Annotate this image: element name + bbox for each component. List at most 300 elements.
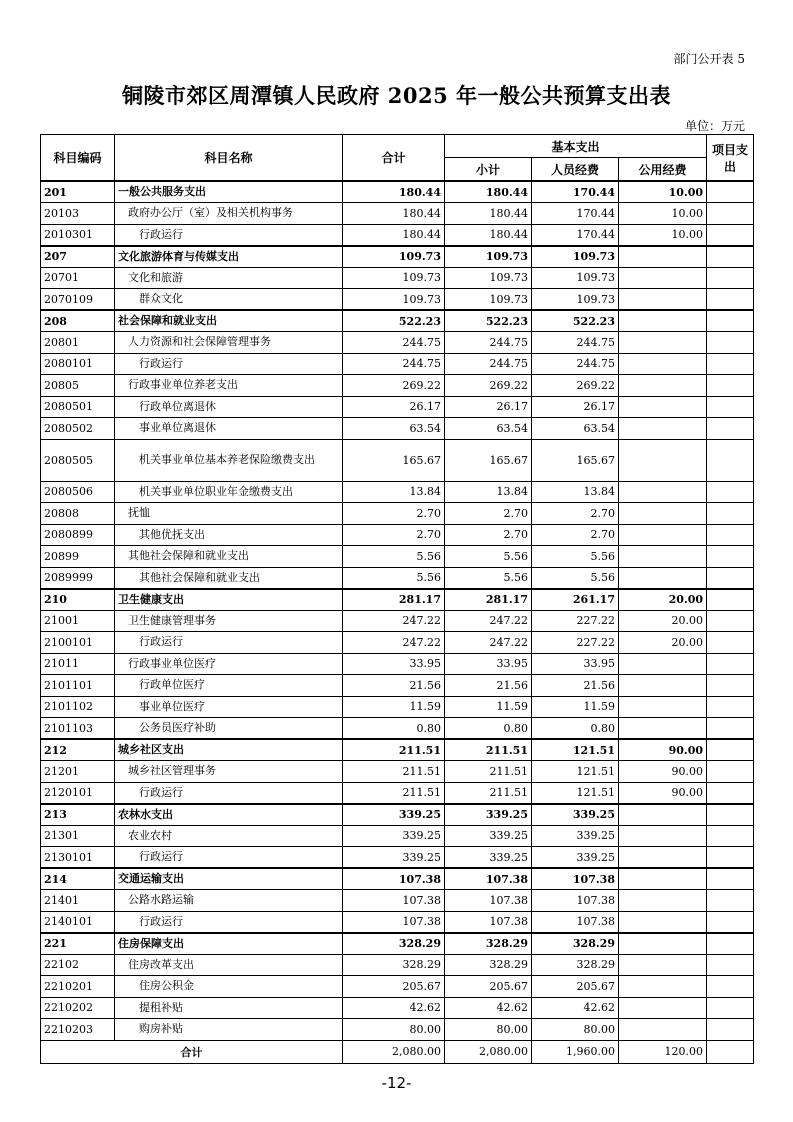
cell-personnel: 165.67 — [532, 439, 619, 481]
cell-name: 机关事业单位基本养老保险缴费支出 — [115, 439, 343, 481]
cell-code: 21201 — [41, 761, 115, 783]
cell-project — [707, 911, 754, 933]
table-row — [41, 825, 754, 847]
cell-project — [707, 267, 754, 289]
cell-project — [707, 589, 754, 611]
cell-name: 抚恤 — [115, 503, 343, 525]
cell-code: 208 — [41, 310, 115, 332]
cell-subtotal: 0.80 — [445, 718, 532, 740]
cell-subtotal: 180.44 — [445, 181, 532, 203]
cell-subtotal: 211.51 — [445, 739, 532, 761]
total-cell-project — [707, 1040, 754, 1063]
cell-total: 180.44 — [343, 203, 445, 225]
cell-personnel: 2.70 — [532, 503, 619, 525]
cell-code: 2210201 — [41, 976, 115, 998]
table-row — [41, 675, 754, 697]
cell-code: 2210203 — [41, 1019, 115, 1041]
cell-project — [707, 739, 754, 761]
cell-name: 行政运行 — [115, 224, 343, 246]
cell-personnel: 11.59 — [532, 696, 619, 718]
table-row — [41, 610, 754, 632]
table-row — [41, 267, 754, 289]
cell-subtotal: 339.25 — [445, 825, 532, 847]
cell-name: 卫生健康支出 — [115, 589, 343, 611]
cell-name: 行政运行 — [115, 353, 343, 375]
cell-total: 107.38 — [343, 868, 445, 890]
cell-project — [707, 632, 754, 654]
cell-name: 一般公共服务支出 — [115, 181, 343, 203]
cell-name: 社会保障和就业支出 — [115, 310, 343, 332]
table-row — [41, 503, 754, 525]
table-row — [41, 375, 754, 397]
cell-code: 2010301 — [41, 224, 115, 246]
cell-subtotal: 211.51 — [445, 782, 532, 804]
cell-public — [619, 696, 707, 718]
cell-public — [619, 675, 707, 697]
table-row — [41, 739, 754, 761]
cell-subtotal: 109.73 — [445, 267, 532, 289]
cell-public — [619, 804, 707, 826]
cell-total: 13.84 — [343, 481, 445, 503]
cell-code: 20701 — [41, 267, 115, 289]
cell-personnel: 26.17 — [532, 396, 619, 418]
cell-project — [707, 997, 754, 1019]
table-row — [41, 782, 754, 804]
cell-public: 20.00 — [619, 632, 707, 654]
cell-project — [707, 782, 754, 804]
table-row — [41, 847, 754, 869]
cell-total: 107.38 — [343, 911, 445, 933]
cell-total: 247.22 — [343, 610, 445, 632]
cell-subtotal: 165.67 — [445, 439, 532, 481]
cell-total: 269.22 — [343, 375, 445, 397]
cell-project — [707, 954, 754, 976]
cell-name: 人力资源和社会保障管理事务 — [115, 332, 343, 354]
cell-code: 2140101 — [41, 911, 115, 933]
cell-public — [619, 375, 707, 397]
cell-total: 2.70 — [343, 524, 445, 546]
cell-name: 其他社会保障和就业支出 — [115, 546, 343, 568]
cell-project — [707, 396, 754, 418]
cell-public — [619, 868, 707, 890]
col-project-header: 项目支出 — [707, 135, 754, 182]
table-row — [41, 181, 754, 203]
cell-name: 文化和旅游 — [115, 267, 343, 289]
table-row — [41, 289, 754, 311]
cell-name: 行政运行 — [115, 911, 343, 933]
cell-code: 2101102 — [41, 696, 115, 718]
cell-name: 住房公积金 — [115, 976, 343, 998]
cell-code: 20899 — [41, 546, 115, 568]
table-row — [41, 933, 754, 955]
cell-personnel: 5.56 — [532, 546, 619, 568]
cell-subtotal: 281.17 — [445, 589, 532, 611]
cell-total: 165.67 — [343, 439, 445, 481]
col-basic-header: 基本支出 — [445, 135, 707, 158]
cell-project — [707, 353, 754, 375]
cell-subtotal: 42.62 — [445, 997, 532, 1019]
cell-subtotal: 269.22 — [445, 375, 532, 397]
table-number: 部门公开表 5 — [673, 52, 745, 66]
table-row — [41, 332, 754, 354]
cell-code: 2080501 — [41, 396, 115, 418]
cell-code: 2080502 — [41, 418, 115, 440]
cell-code: 2070109 — [41, 289, 115, 311]
cell-personnel: 80.00 — [532, 1019, 619, 1041]
cell-personnel: 170.44 — [532, 224, 619, 246]
cell-total: 522.23 — [343, 310, 445, 332]
cell-subtotal: 205.67 — [445, 976, 532, 998]
cell-project — [707, 1019, 754, 1041]
cell-public: 20.00 — [619, 589, 707, 611]
cell-public: 20.00 — [619, 610, 707, 632]
cell-name: 住房保障支出 — [115, 933, 343, 955]
cell-public: 10.00 — [619, 203, 707, 225]
cell-project — [707, 439, 754, 481]
cell-public — [619, 825, 707, 847]
cell-name: 公务员医疗补助 — [115, 718, 343, 740]
cell-personnel: 170.44 — [532, 181, 619, 203]
table-row — [41, 653, 754, 675]
cell-subtotal: 339.25 — [445, 847, 532, 869]
cell-total: 328.29 — [343, 954, 445, 976]
table-row — [41, 954, 754, 976]
col-personnel-header: 人员经费 — [532, 158, 619, 182]
cell-name: 交通运输支出 — [115, 868, 343, 890]
cell-name: 其他优抚支出 — [115, 524, 343, 546]
cell-name: 群众文化 — [115, 289, 343, 311]
cell-name: 行政事业单位医疗 — [115, 653, 343, 675]
table-header — [41, 135, 754, 182]
cell-subtotal: 13.84 — [445, 481, 532, 503]
cell-project — [707, 503, 754, 525]
cell-code: 20805 — [41, 375, 115, 397]
cell-total: 109.73 — [343, 246, 445, 268]
cell-total: 244.75 — [343, 332, 445, 354]
cell-subtotal: 109.73 — [445, 289, 532, 311]
cell-subtotal: 2.70 — [445, 503, 532, 525]
cell-project — [707, 890, 754, 912]
cell-code: 212 — [41, 739, 115, 761]
cell-total: 26.17 — [343, 396, 445, 418]
cell-name: 农林水支出 — [115, 804, 343, 826]
cell-project — [707, 675, 754, 697]
cell-project — [707, 224, 754, 246]
cell-personnel: 121.51 — [532, 761, 619, 783]
cell-public: 10.00 — [619, 181, 707, 203]
cell-subtotal: 328.29 — [445, 933, 532, 955]
cell-total: 107.38 — [343, 890, 445, 912]
table-row — [41, 1019, 754, 1041]
cell-total: 339.25 — [343, 847, 445, 869]
cell-name: 机关事业单位职业年金缴费支出 — [115, 481, 343, 503]
cell-name: 事业单位医疗 — [115, 696, 343, 718]
cell-project — [707, 481, 754, 503]
cell-subtotal: 2.70 — [445, 524, 532, 546]
col-subtotal-header: 小计 — [445, 158, 532, 182]
cell-public: 90.00 — [619, 739, 707, 761]
table-row — [41, 997, 754, 1019]
cell-public — [619, 332, 707, 354]
cell-code: 210 — [41, 589, 115, 611]
cell-subtotal: 211.51 — [445, 761, 532, 783]
cell-project — [707, 761, 754, 783]
cell-name: 提租补贴 — [115, 997, 343, 1019]
cell-code: 20801 — [41, 332, 115, 354]
cell-total: 109.73 — [343, 267, 445, 289]
table-row — [41, 868, 754, 890]
cell-code: 21001 — [41, 610, 115, 632]
cell-personnel: 121.51 — [532, 739, 619, 761]
cell-personnel: 170.44 — [532, 203, 619, 225]
cell-public — [619, 246, 707, 268]
cell-name: 行政运行 — [115, 632, 343, 654]
cell-project — [707, 868, 754, 890]
cell-name: 行政单位医疗 — [115, 675, 343, 697]
cell-total: 0.80 — [343, 718, 445, 740]
cell-total: 109.73 — [343, 289, 445, 311]
table-row — [41, 203, 754, 225]
cell-subtotal: 339.25 — [445, 804, 532, 826]
table-row — [41, 718, 754, 740]
cell-total: 328.29 — [343, 933, 445, 955]
cell-name: 行政运行 — [115, 847, 343, 869]
cell-subtotal: 5.56 — [445, 567, 532, 589]
table-row — [41, 696, 754, 718]
table-row — [41, 632, 754, 654]
cell-project — [707, 375, 754, 397]
cell-code: 2100101 — [41, 632, 115, 654]
cell-project — [707, 546, 754, 568]
cell-public — [619, 933, 707, 955]
cell-total: 5.56 — [343, 546, 445, 568]
table-row — [41, 761, 754, 783]
table-row — [41, 911, 754, 933]
cell-project — [707, 310, 754, 332]
cell-public: 10.00 — [619, 224, 707, 246]
cell-total: 205.67 — [343, 976, 445, 998]
cell-total: 211.51 — [343, 739, 445, 761]
cell-personnel: 339.25 — [532, 847, 619, 869]
cell-total: 11.59 — [343, 696, 445, 718]
table-row — [41, 804, 754, 826]
cell-code: 2130101 — [41, 847, 115, 869]
table-row — [41, 567, 754, 589]
cell-public — [619, 481, 707, 503]
cell-code: 2210202 — [41, 997, 115, 1019]
cell-subtotal: 247.22 — [445, 610, 532, 632]
table-row — [41, 976, 754, 998]
cell-public — [619, 267, 707, 289]
cell-total: 180.44 — [343, 181, 445, 203]
cell-personnel: 121.51 — [532, 782, 619, 804]
cell-subtotal: 109.73 — [445, 246, 532, 268]
col-name-header: 科目名称 — [115, 135, 343, 182]
cell-personnel: 5.56 — [532, 567, 619, 589]
cell-total: 211.51 — [343, 782, 445, 804]
cell-personnel: 339.25 — [532, 825, 619, 847]
cell-subtotal: 247.22 — [445, 632, 532, 654]
cell-personnel: 109.73 — [532, 246, 619, 268]
cell-public — [619, 976, 707, 998]
cell-subtotal: 180.44 — [445, 224, 532, 246]
cell-public — [619, 847, 707, 869]
cell-project — [707, 181, 754, 203]
cell-personnel: 63.54 — [532, 418, 619, 440]
cell-code: 2101103 — [41, 718, 115, 740]
cell-project — [707, 332, 754, 354]
cell-public — [619, 524, 707, 546]
cell-public: 90.00 — [619, 761, 707, 783]
cell-code: 2080899 — [41, 524, 115, 546]
cell-code: 2080505 — [41, 439, 115, 481]
cell-code: 21011 — [41, 653, 115, 675]
col-code-header: 科目编码 — [41, 135, 115, 182]
total-row — [41, 1040, 754, 1063]
cell-project — [707, 289, 754, 311]
cell-total: 247.22 — [343, 632, 445, 654]
cell-name: 城乡社区管理事务 — [115, 761, 343, 783]
cell-subtotal: 63.54 — [445, 418, 532, 440]
cell-project — [707, 847, 754, 869]
cell-public — [619, 567, 707, 589]
table-row — [41, 396, 754, 418]
cell-code: 2080101 — [41, 353, 115, 375]
cell-total: 5.56 — [343, 567, 445, 589]
cell-public — [619, 396, 707, 418]
cell-project — [707, 696, 754, 718]
cell-personnel: 244.75 — [532, 353, 619, 375]
cell-personnel: 109.73 — [532, 289, 619, 311]
cell-code: 21401 — [41, 890, 115, 912]
cell-subtotal: 107.38 — [445, 868, 532, 890]
page-title: 铜陵市郊区周潭镇人民政府 2025 年一般公共预算支出表 — [121, 83, 672, 108]
cell-name: 文化旅游体育与传媒支出 — [115, 246, 343, 268]
cell-personnel: 227.22 — [532, 610, 619, 632]
cell-public — [619, 546, 707, 568]
cell-project — [707, 418, 754, 440]
table-row — [41, 224, 754, 246]
cell-subtotal: 244.75 — [445, 353, 532, 375]
cell-personnel: 2.70 — [532, 524, 619, 546]
table-row — [41, 890, 754, 912]
cell-total: 63.54 — [343, 418, 445, 440]
cell-name: 农业农村 — [115, 825, 343, 847]
cell-personnel: 107.38 — [532, 868, 619, 890]
cell-personnel: 261.17 — [532, 589, 619, 611]
cell-total: 2.70 — [343, 503, 445, 525]
cell-code: 22102 — [41, 954, 115, 976]
cell-total: 339.25 — [343, 804, 445, 826]
cell-personnel: 205.67 — [532, 976, 619, 998]
cell-project — [707, 804, 754, 826]
table-row — [41, 246, 754, 268]
budget-table — [40, 134, 754, 1064]
total-cell-subtotal: 2,080.00 — [445, 1040, 532, 1063]
cell-personnel: 107.38 — [532, 911, 619, 933]
table-row — [41, 353, 754, 375]
cell-public — [619, 911, 707, 933]
cell-code: 2089999 — [41, 567, 115, 589]
cell-name: 其他社会保障和就业支出 — [115, 567, 343, 589]
cell-project — [707, 246, 754, 268]
table-row — [41, 589, 754, 611]
cell-personnel: 328.29 — [532, 954, 619, 976]
cell-name: 行政运行 — [115, 782, 343, 804]
cell-code: 20808 — [41, 503, 115, 525]
cell-personnel: 522.23 — [532, 310, 619, 332]
cell-personnel: 339.25 — [532, 804, 619, 826]
cell-total: 211.51 — [343, 761, 445, 783]
cell-subtotal: 11.59 — [445, 696, 532, 718]
cell-subtotal: 26.17 — [445, 396, 532, 418]
unit-label: 单位：万元 — [684, 119, 745, 133]
cell-code: 20103 — [41, 203, 115, 225]
cell-public — [619, 718, 707, 740]
cell-subtotal: 33.95 — [445, 653, 532, 675]
table-body — [41, 181, 754, 1040]
cell-code: 2080506 — [41, 481, 115, 503]
table-row — [41, 524, 754, 546]
cell-name: 行政单位离退休 — [115, 396, 343, 418]
cell-subtotal: 180.44 — [445, 203, 532, 225]
cell-public — [619, 289, 707, 311]
cell-public — [619, 653, 707, 675]
cell-public — [619, 997, 707, 1019]
cell-personnel: 42.62 — [532, 997, 619, 1019]
table-row — [41, 439, 754, 481]
cell-name: 公路水路运输 — [115, 890, 343, 912]
cell-project — [707, 653, 754, 675]
cell-project — [707, 718, 754, 740]
cell-code: 213 — [41, 804, 115, 826]
total-cell-total: 2,080.00 — [343, 1040, 445, 1063]
cell-personnel: 13.84 — [532, 481, 619, 503]
cell-code: 207 — [41, 246, 115, 268]
cell-total: 281.17 — [343, 589, 445, 611]
table-row — [41, 418, 754, 440]
cell-personnel: 244.75 — [532, 332, 619, 354]
cell-subtotal: 107.38 — [445, 890, 532, 912]
col-total-header: 合计 — [343, 135, 445, 182]
cell-personnel: 21.56 — [532, 675, 619, 697]
cell-public — [619, 439, 707, 481]
cell-code: 221 — [41, 933, 115, 955]
cell-project — [707, 976, 754, 998]
cell-name: 购房补贴 — [115, 1019, 343, 1041]
cell-project — [707, 567, 754, 589]
cell-name: 政府办公厅（室）及相关机构事务 — [115, 203, 343, 225]
cell-name: 住房改革支出 — [115, 954, 343, 976]
table-row — [41, 310, 754, 332]
cell-personnel: 269.22 — [532, 375, 619, 397]
col-public-header: 公用经费 — [619, 158, 707, 182]
cell-total: 33.95 — [343, 653, 445, 675]
table-row — [41, 481, 754, 503]
cell-personnel: 227.22 — [532, 632, 619, 654]
cell-public: 90.00 — [619, 782, 707, 804]
cell-project — [707, 825, 754, 847]
cell-name: 城乡社区支出 — [115, 739, 343, 761]
cell-total: 42.62 — [343, 997, 445, 1019]
cell-total: 244.75 — [343, 353, 445, 375]
total-label: 合计 — [41, 1040, 343, 1063]
cell-personnel: 33.95 — [532, 653, 619, 675]
cell-code: 201 — [41, 181, 115, 203]
cell-personnel: 107.38 — [532, 890, 619, 912]
cell-personnel: 109.73 — [532, 267, 619, 289]
total-cell-public: 120.00 — [619, 1040, 707, 1063]
